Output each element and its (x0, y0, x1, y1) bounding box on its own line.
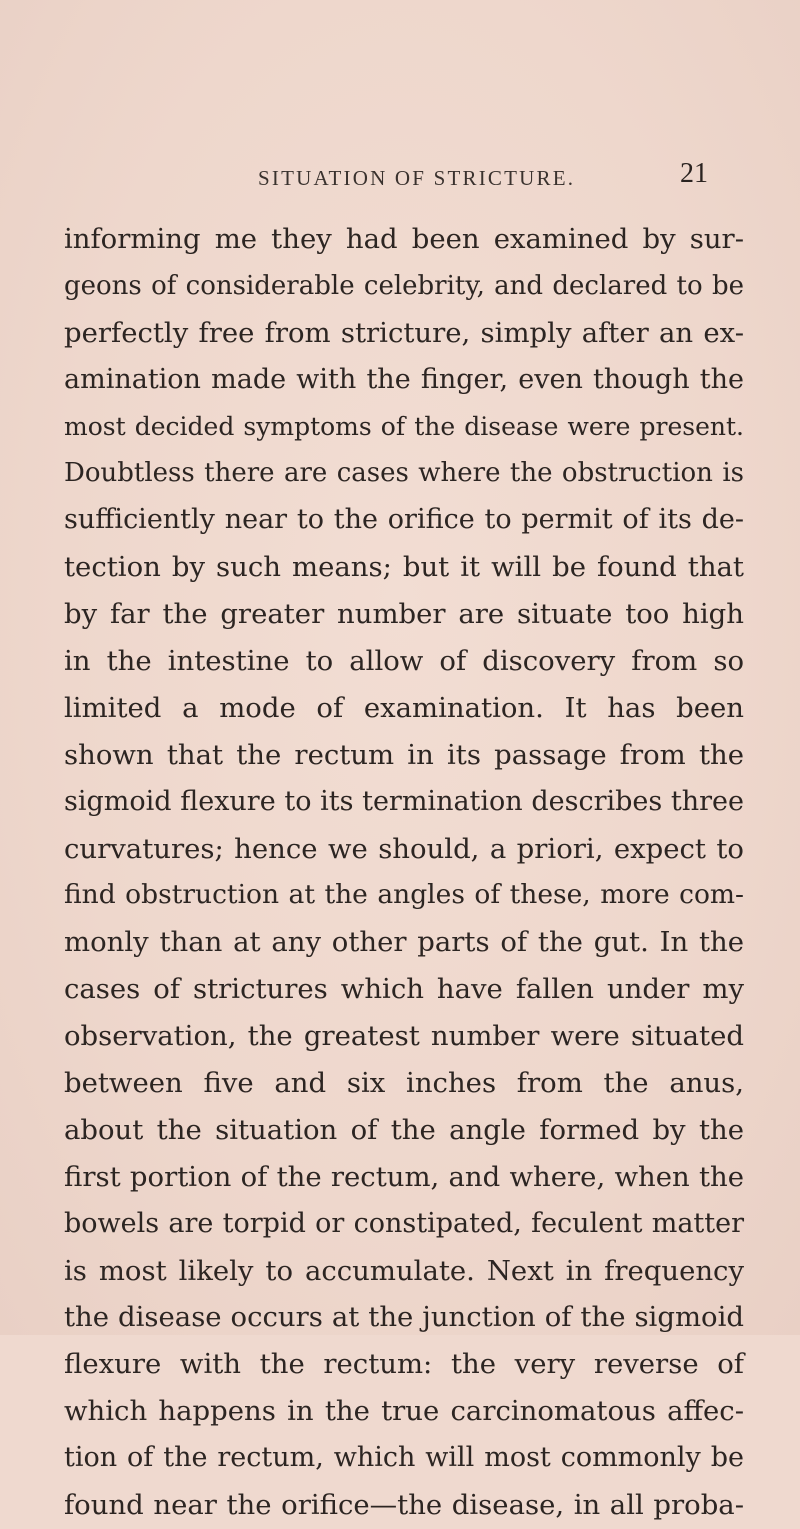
text-line: informing me they had been examined by sur- (64, 223, 744, 255)
text-line: amination made with the finger, even though the (64, 363, 744, 395)
body-text (64, 216, 744, 1529)
text-line: which happens in the true carcinomatous affec- (64, 1395, 744, 1428)
text-line: Doubtless there are cases where the obstruction is (64, 458, 744, 489)
page-number: 21 (680, 158, 708, 189)
text-line: limited a mode of examination. It has been (64, 691, 744, 724)
text-line: found near the orifice—the disease, in all proba- (64, 1489, 744, 1522)
text-line: first portion of the rectum, and where, when the (64, 1160, 744, 1193)
running-head: SITUATION OF STRICTURE. (258, 166, 576, 190)
text-line: flexure with the rectum: the very reverse of (64, 1348, 744, 1381)
text-line: tion of the rectum, which will most commonly be (64, 1442, 744, 1474)
text-line: tection by such means; but it will be found that (64, 551, 744, 584)
text-line: shown that the rectum in its passage from the (64, 738, 744, 771)
text-line: curvatures; hence we should, a priori, expect to (64, 832, 744, 865)
text-line: is most likely to accumulate. Next in frequency (64, 1254, 744, 1287)
text-line: monly than at any other parts of the gut. In the (64, 926, 744, 959)
text-line: observation, the greatest number were situated (64, 1020, 744, 1053)
text-line: by far the greater number are situate too high (64, 598, 744, 631)
text-line: most decided symptoms of the disease were present. (64, 411, 744, 441)
text-line: geons of considerable celebrity, and declared to be (64, 270, 744, 301)
text-line: in the intestine to allow of discovery from so (64, 645, 744, 678)
text-line: sigmoid flexure to its termination describes three (64, 785, 744, 817)
text-line: about the situation of the angle formed by the (64, 1113, 744, 1146)
text-line: cases of strictures which have fallen under my (64, 973, 744, 1006)
text-line: the disease occurs at the junction of the sigmoid (64, 1301, 744, 1334)
text-line: sufficiently near to the orifice to permit of its de- (64, 504, 744, 536)
text-line: perfectly free from stricture, simply after an ex- (64, 316, 744, 349)
text-line: bowels are torpid or constipated, feculent matter (64, 1207, 744, 1239)
text-line: between five and six inches from the anus, (64, 1067, 744, 1100)
text-line: find obstruction at the angles of these, more com- (64, 879, 744, 911)
